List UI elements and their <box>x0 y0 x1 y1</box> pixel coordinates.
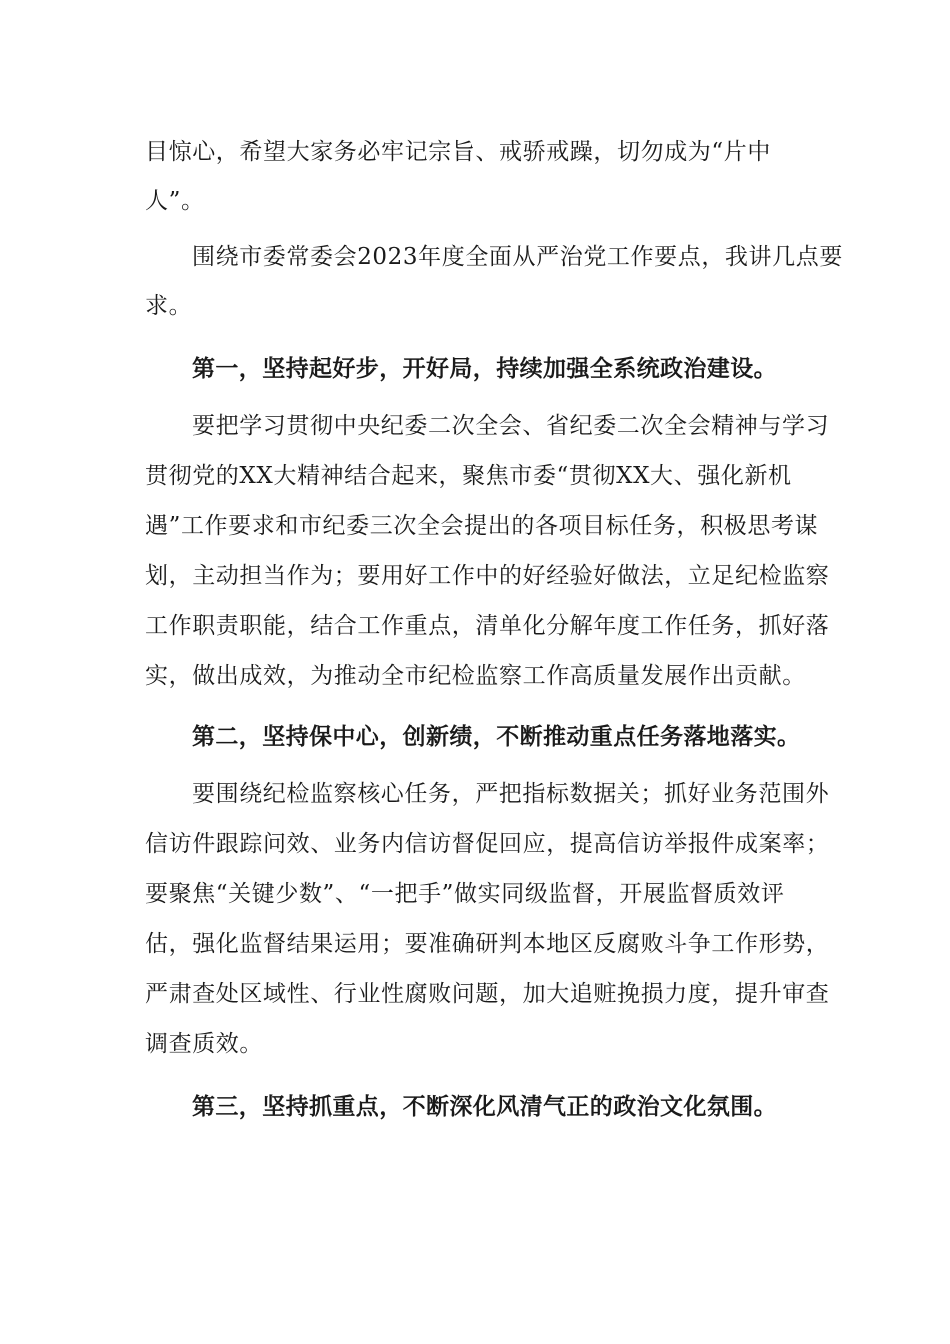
text-line: 围绕市委常委会2023年度全面从严治党工作要点，我讲几点要 <box>192 244 843 270</box>
text-line: 要把学习贯彻中央纪委二次全会、省纪委二次全会精神与学习 <box>192 413 830 439</box>
text-line: 要围绕纪检监察核心任务，严把指标数据关；抓好业务范围外 <box>192 781 830 807</box>
text-line: 要聚焦“关键少数”、“一把手”做实同级监督，开展监督质效评 <box>145 881 785 907</box>
text-line: 严肃查处区域性、行业性腐败问题，加大追赃挽损力度，提升审查 <box>145 981 830 1007</box>
text-line: 目惊心，希望大家务必牢记宗旨、戒骄戒躁，切勿成为“片中 <box>145 139 771 165</box>
text-line: 人”。 <box>145 188 205 214</box>
section-heading-3: 第三，坚持抓重点，不断深化风清气正的政治文化氛围。 <box>192 1094 777 1120</box>
text-line: 调查质效。 <box>145 1031 263 1057</box>
section-heading-2: 第二，坚持保中心，创新绩，不断推动重点任务落地落实。 <box>192 724 801 750</box>
text-line: 实，做出成效，为推动全市纪检监察工作高质量发展作出贡献。 <box>145 663 806 689</box>
text-line: 遇”工作要求和市纪委三次全会提出的各项目标任务，积极思考谋 <box>145 513 819 539</box>
text-line: 信访件跟踪问效、业务内信访督促回应，提高信访举报件成案率； <box>145 831 830 857</box>
text-line: 贯彻党的XX大精神结合起来，聚焦市委“贯彻XX大、强化新机 <box>145 463 792 489</box>
text-line: 估，强化监督结果运用；要准确研判本地区反腐败斗争工作形势， <box>145 931 830 957</box>
text-line: 工作职责职能，结合工作重点，清单化分解年度工作任务，抓好落 <box>145 613 830 639</box>
text-line: 划，主动担当作为；要用好工作中的好经验好做法，立足纪检监察 <box>145 563 830 589</box>
section-heading-1: 第一，坚持起好步，开好局，持续加强全系统政治建设。 <box>192 356 777 382</box>
text-line: 求。 <box>145 293 193 319</box>
